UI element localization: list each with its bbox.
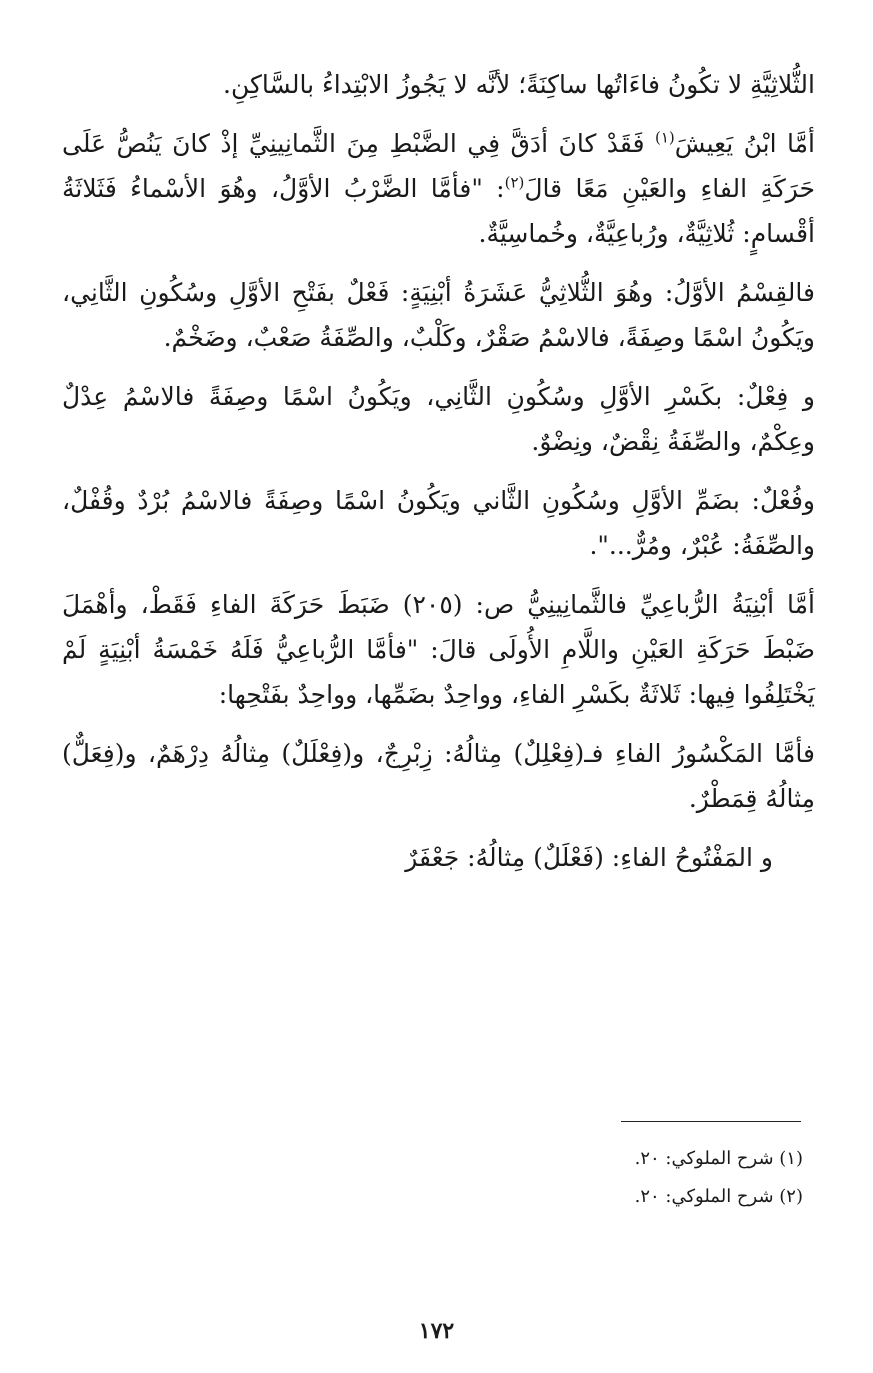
body-text — [62, 62, 815, 894]
paragraph-3 — [62, 270, 815, 360]
footnote-separator — [621, 1121, 801, 1122]
paragraph-5 — [62, 478, 815, 568]
paragraph-text: أمَّا ابْنُ يَعِيشَ — [674, 129, 815, 158]
paragraph-text: أمَّا أبْنِيَةُ الرُّباعِيِّ فالثَّمانِينِيُّ ص: (٢٠٥) ضَبَطَ حَرَكَةَ الفاءِ فَقَطْ، وأهْمَلَ ضَبْطَ حَرَكَةِ العَيْنِ واللَّامِ الأُولَى قالَ: "فأمَّا الرُّباعِيُّ فَلَهُ خَمْسَةُ أبْنِيَةٍ لَمْ يَخْتَلِفُوا فِيها: ثَلاثَةٌ بكَسْرِ الفاءِ، وواحِدٌ بضَمِّها، وواحِدٌ بفَتْحِها: — [62, 590, 815, 709]
paragraph-4 — [62, 374, 815, 464]
footnote-reference: (٢) — [504, 173, 525, 192]
paragraph-text: الثُّلاثِيَّةِ لا تكُونُ فاءَاتُها ساكِنَةً؛ لأنَّه لا يَجُوزُ الابْتِداءُ بالسَّاكِنِ. — [223, 70, 815, 99]
paragraph-text: : "فأمَّا الضَّرْبُ الأوَّلُ، وهُوَ الأسْماءُ فَثَلاثَةُ أقْسامٍ: ثُلاثِيَّةٌ، ورُباعِيَّةٌ، وخُماسِيَّةٌ. — [62, 174, 815, 248]
footnote-2: (٢) شرح الملوكي: ٢٠. — [634, 1186, 803, 1207]
paragraph-6 — [62, 582, 815, 717]
paragraph-7 — [62, 731, 815, 821]
paragraph-text: و فِعْلٌ: بكَسْرِ الأوَّلِ وسُكُونِ الثَّانِي، ويَكُونُ اسْمًا وصِفَةً فالاسْمُ عِدْلٌ وعِكْمٌ، والصِّفَةُ نِقْضٌ، ونِضْوٌ. — [62, 382, 815, 456]
footnote-reference: (١) — [654, 128, 675, 147]
paragraph-text: فَقَدْ كانَ أدَقَّ فِي الضَّبْطِ مِنَ الثَّمانِينِيِّ إذْ كانَ يَنُصُّ عَلَى حَرَكَةِ الفاءِ والعَيْنِ مَعًا قالَ — [62, 129, 815, 203]
paragraph-text: فأمَّا المَكْسُورُ الفاءِ فـ(فِعْلِلٌ) مِثالُهُ: زِبْرِجٌ، و(فِعْلَلٌ) مِثالُهُ دِرْهَمٌ، و(فِعَلٌّ) مِثالُهُ قِمَطْرٌ. — [62, 739, 815, 813]
paragraph-1 — [62, 62, 815, 107]
paragraph-2 — [62, 121, 815, 256]
footnotes — [62, 1140, 803, 1216]
footnote-1: (١) شرح الملوكي: ٢٠. — [634, 1148, 803, 1169]
paragraph-text: و المَفْتُوحُ الفاءِ: (فَعْلَلٌ) مِثالُهُ: جَعْفَرٌ — [405, 843, 773, 872]
page-number: ١٧٢ — [418, 1318, 455, 1344]
paragraph-text: وفُعْلٌ: بضَمِّ الأوَّلِ وسُكُونِ الثَّاني ويَكُونُ اسْمًا وصِفَةً فالاسْمُ بُرْدٌ وقُفْلٌ، والصِّفَةُ: عُبْرٌ، ومُرٌّ...". — [62, 486, 815, 560]
paragraph-text: فالقِسْمُ الأوَّلُ: وهُوَ الثُّلاثِيُّ عَشَرَةُ أبْنِيَةٍ: فَعْلٌ بفَتْحِ الأوَّلِ وسُكُونِ الثَّانِي، ويَكُونُ اسْمًا وصِفَةً، فالاسْمُ صَقْرٌ، وكَلْبٌ، والصِّفَةُ صَعْبٌ، وضَخْمٌ. — [62, 278, 815, 352]
paragraph-8 — [62, 835, 815, 880]
